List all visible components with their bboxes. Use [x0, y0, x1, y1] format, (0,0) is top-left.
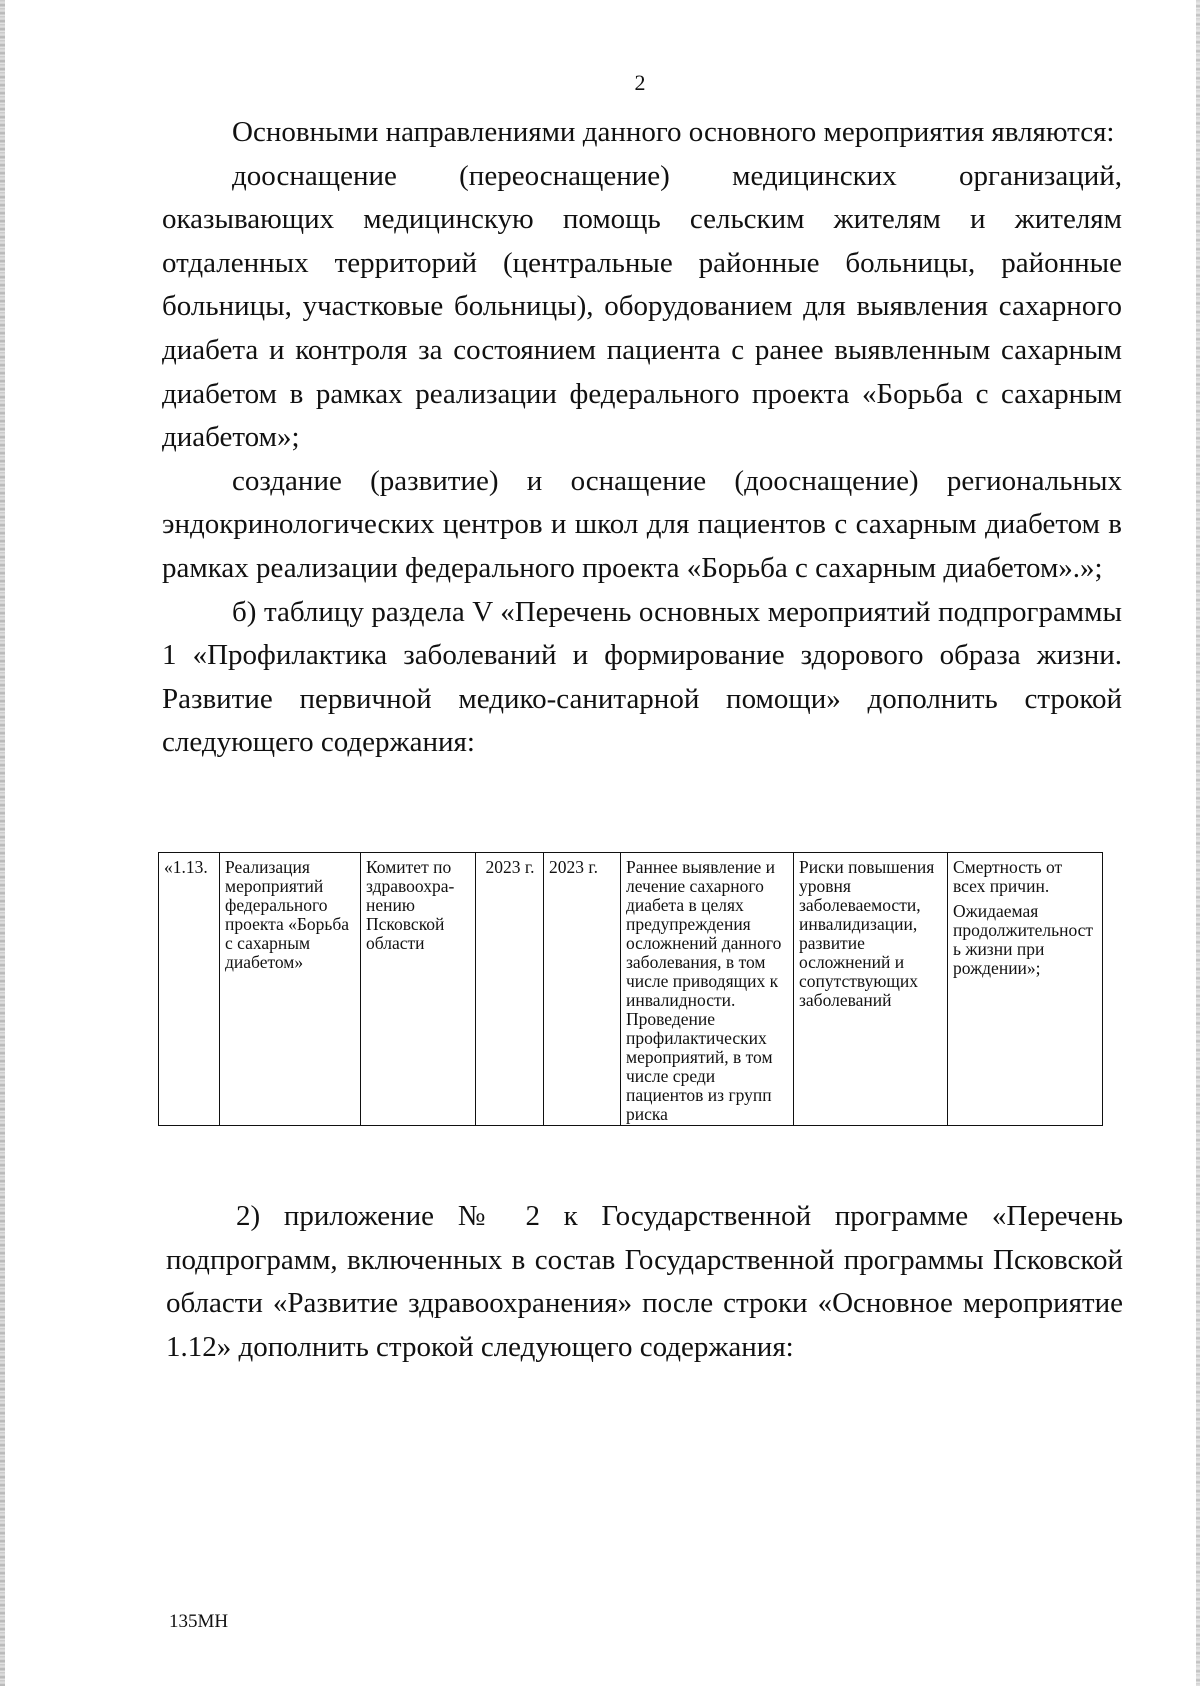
cell-indicators [948, 853, 1103, 1126]
paragraph-appendix-2: 2) приложение № 2 к Государственной программе «Перечень подпрограмм, включенных в состав Государственной программы Псковской области «Развитие здравоохранения» после строки «Основное мероприятие 1.12» дополнить строкой следующего содержания: [166, 1200, 1123, 1363]
cell-executor: Комитет по здравоохра-нению Псковской области [361, 853, 476, 1126]
body-text-top [162, 111, 1122, 765]
paragraph-equipment: дооснащение (переоснащение) медицинских организаций, оказывающих медицинскую помощь сельским жителям и жителям отдаленных территорий (центральные районные больницы, районные больницы, участковые больницы), оборудованием для выявления сахарного диабета и контроля за состоянием пациента с ранее выявленным сахарным диабетом в рамках реализации федерального проекта «Борьба с сахарным диабетом»; [162, 159, 1122, 454]
cell-number: «1.13. [159, 853, 220, 1126]
cell-measure-name: Реализация мероприятий федерального проекта «Борьба с сахарным диабетом» [220, 853, 361, 1126]
cell-risks: Риски повышения уровня заболеваемости, инвалидизации, развитие осложнений и сопутствующих заболеваний [794, 853, 948, 1126]
scan-edge-right [1196, 0, 1200, 1686]
body-text-bottom [166, 1195, 1123, 1369]
cell-end-year: 2023 г. [544, 853, 621, 1126]
page-number: 2 [634, 70, 646, 95]
table-row [159, 853, 1103, 1126]
indicator-life-expectancy: Ожидаемая продолжительность жизни при рождении»; [953, 901, 1094, 978]
paragraph-endocrinology-centers: создание (развитие) и оснащение (дооснащение) региональных эндокринологических центров и школ для пациентов с сахарным диабетом в рамках реализации федерального проекта «Борьба с сахарным диабетом».»; [162, 464, 1122, 584]
paragraph-directions-intro: Основными направлениями данного основного мероприятия являются: [232, 116, 1115, 148]
cell-expected-result: Раннее выявление и лечение сахарного диабета в целях предупреждения осложнений данного заболевания, в том числе приводящих к инвалидности. Проведение профилактических мероприятий, в том числе среди пациентов из групп риска [621, 853, 794, 1126]
document-code: 135МН [169, 1611, 229, 1632]
indicator-mortality: Смертность от всех причин. [953, 857, 1063, 896]
cell-start-year: 2023 г. [476, 853, 544, 1126]
scan-edge-left [0, 0, 5, 1686]
measures-table [158, 852, 1103, 1126]
paragraph-table-amendment: б) таблицу раздела V «Перечень основных мероприятий подпрограммы 1 «Профилактика заболеваний и формирование здорового образа жизни. Развитие первичной медико-санитарной помощи» дополнить строкой следующего содержания: [162, 595, 1122, 759]
